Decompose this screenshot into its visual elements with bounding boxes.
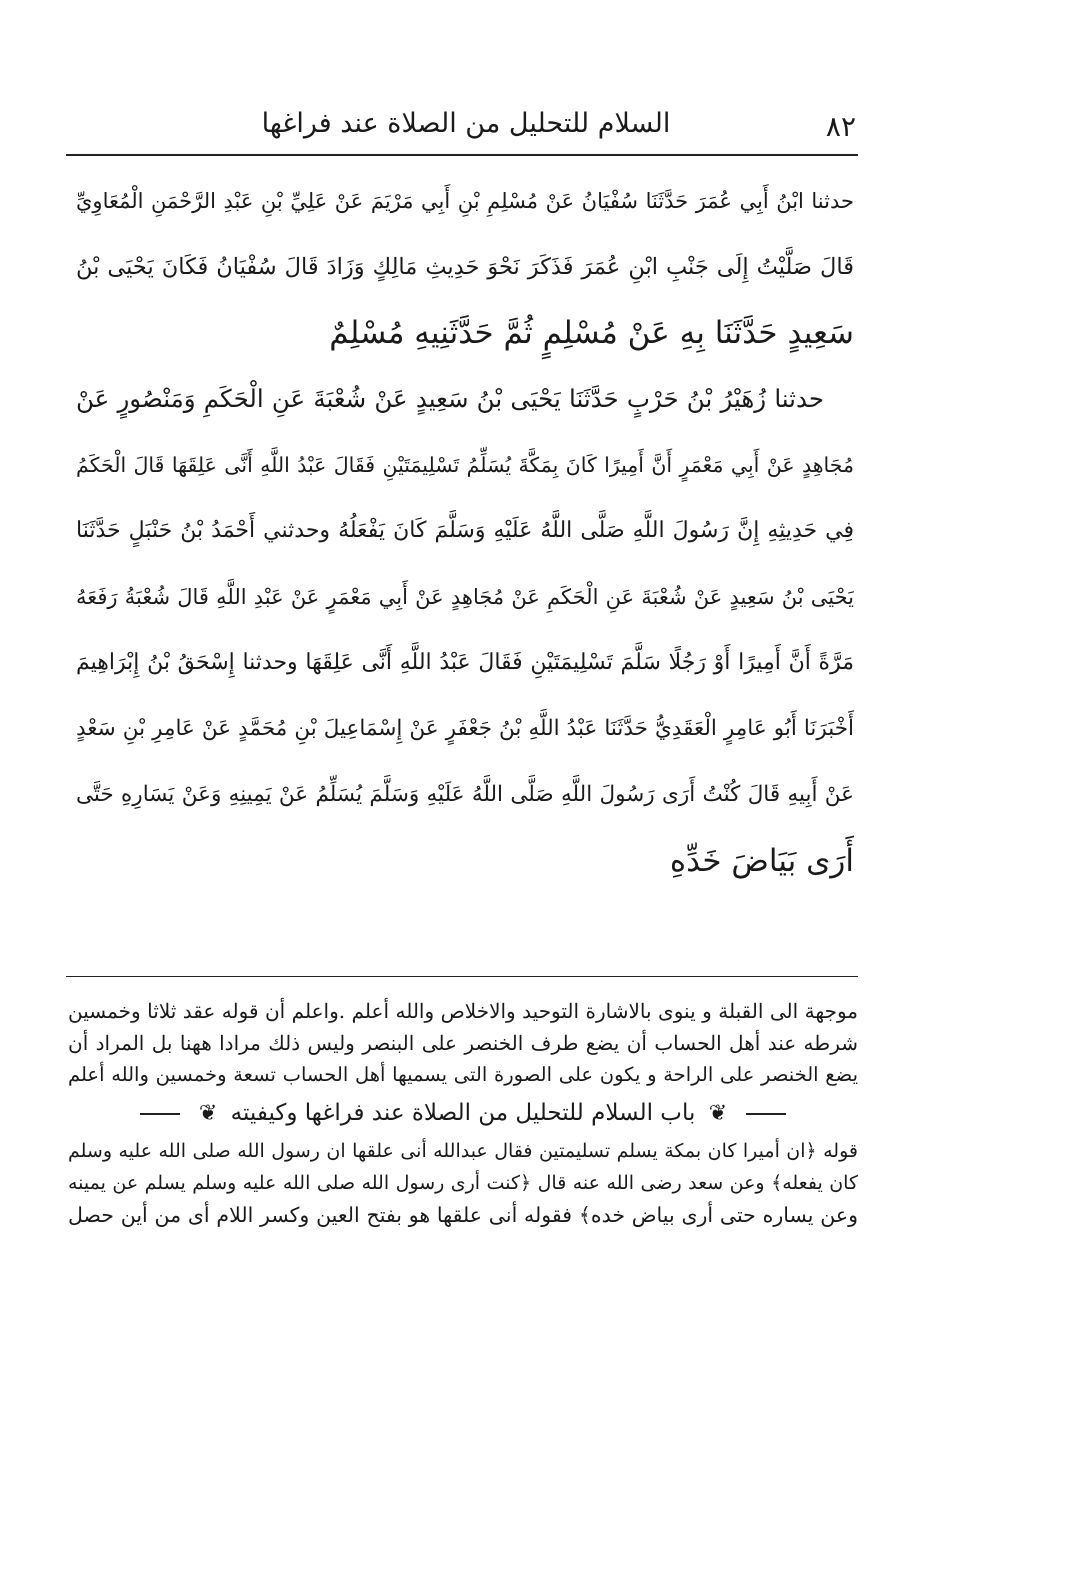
commentary-text <box>68 995 858 1231</box>
commentary-rule <box>66 976 858 977</box>
running-title: السلام للتحليل من الصلاة عند فراغها <box>261 108 671 139</box>
chapter-heading-text: باب السلام للتحليل من الصلاة عند فراغها وكيفيته <box>230 1100 696 1126</box>
page-header <box>66 100 866 150</box>
hadith-line: عَنْ أَبِيهِ قَالَ كُنْتُ أَرَى رَسُولَ اللَّهِ صَلَّى اللَّهُ عَلَيْهِ وَسَلَّمَ يُسَلِّمُ عَنْ يَمِينِهِ وَعَنْ يَسَارِهِ حَتَّى <box>76 782 854 807</box>
commentary-line: يضع الخنصر على الراحة و يكون على الصورة التى يسميها أهل الحساب تسعة وخمسين والله أعلم <box>68 1063 858 1086</box>
heading-dash <box>746 1113 786 1115</box>
hadith-line: يَحْيَى بْنُ سَعِيدٍ عَنْ شُعْبَةَ عَنِ الْحَكَمِ عَنْ مُجَاهِدٍ عَنْ أَبِي مَعْمَرٍ عَنْ عَبْدِ اللَّهِ قَالَ شُعْبَةُ رَفَعَهُ <box>76 585 854 609</box>
heading-dash <box>140 1113 180 1115</box>
page-number: ٨٢ <box>825 110 856 143</box>
commentary-line: وعن يساره حتى أرى بياض خده﴾ فقوله أنى علقها هو بفتح العين وكسر اللام أى من أين حصل <box>68 1203 858 1227</box>
hadith-line: أَرَى بَيَاضَ خَدِّهِ <box>669 843 854 879</box>
hadith-line: فِي حَدِيثِهِ إِنَّ رَسُولَ اللَّهِ صَلَّى اللَّهُ عَلَيْهِ وَسَلَّمَ كَانَ يَفْعَلُهُ وحدثني أَحْمَدُ بْنُ حَنْبَلٍ حَدَّثَنَا <box>76 518 854 543</box>
hadith-line: مَرَّةً أَنَّ أَمِيرًا أَوْ رَجُلًا سَلَّمَ تَسْلِيمَتَيْنِ فَقَالَ عَبْدُ اللَّهِ أَنَّى عَلِقَهَا وحدثنا إِسْحَقُ بْنُ إِبْرَاهِيمَ <box>76 650 854 675</box>
hadith-line: سَعِيدٍ حَدَّثَنَا بِهِ عَنْ مُسْلِمٍ ثُمَّ حَدَّثَنِيهِ مُسْلِمٌ <box>329 315 854 351</box>
ornament-icon: ❦ <box>198 1101 218 1126</box>
hadith-text <box>76 168 854 894</box>
hadith-line: حدثنا ابْنُ أَبِي عُمَرَ حَدَّثَنَا سُفْيَانُ عَنْ مُسْلِمِ بْنِ أَبِي مَرْيَمَ عَنْ عَلِيِّ بْنِ عَبْدِ الرَّحْمَنِ الْمُعَاوِيِّ <box>76 189 854 213</box>
hadith-line: أَخْبَرَنَا أَبُو عَامِرٍ الْعَقَدِيُّ حَدَّثَنَا عَبْدُ اللَّهِ بْنُ جَعْفَرٍ عَنْ إِسْمَاعِيلَ بْنِ مُحَمَّدٍ عَنْ عَامِرِ بْنِ سَعْدٍ <box>76 716 854 741</box>
hadith-line: مُجَاهِدٍ عَنْ أَبِي مَعْمَرٍ أَنَّ أَمِيرًا كَانَ بِمَكَّةَ يُسَلِّمُ تَسْلِيمَتَيْنِ فَقَالَ عَبْدُ اللَّهِ أَنَّى عَلِقَهَا قَالَ الْحَكَمُ <box>76 453 854 477</box>
chapter-heading <box>68 1091 858 1135</box>
hadith-line: حدثنا زُهَيْرُ بْنُ حَرْبٍ حَدَّثَنَا يَحْيَى بْنُ سَعِيدٍ عَنْ شُعْبَةَ عَنِ الْحَكَمِ وَمَنْصُورٍ عَنْ <box>76 384 824 413</box>
hadith-line: قَالَ صَلَّيْتُ إِلَى جَنْبِ ابْنِ عُمَرَ فَذَكَرَ نَحْوَ حَدِيثِ مَالِكٍ وَزَادَ قَالَ سُفْيَانُ فَكَانَ يَحْيَى بْنُ <box>76 254 854 280</box>
commentary-line: موجهة الى القبلة و ينوى بالاشارة التوحيد والاخلاص والله أعلم .واعلم أن قوله عقد ثلاثا وخمسين <box>68 999 858 1023</box>
ornament-icon: ❦ <box>708 1101 728 1126</box>
commentary-line: كان يفعله﴾ وعن سعد رضى الله عنه قال ﴿كنت أرى رسول الله صلى الله عليه وسلم يسلم عن يمينه <box>68 1172 858 1194</box>
header-rule <box>66 154 858 156</box>
commentary-line: قوله ﴿ان أميرا كان بمكة يسلم تسليمتين فقال عبدالله أنى علقها ان رسول الله صلى الله عليه وسلم <box>68 1140 858 1162</box>
commentary-line: شرطه عند أهل الحساب أن يضع طرف الخنصر على البنصر وليس ذلك مرادا ههنا بل المراد أن <box>68 1031 858 1055</box>
